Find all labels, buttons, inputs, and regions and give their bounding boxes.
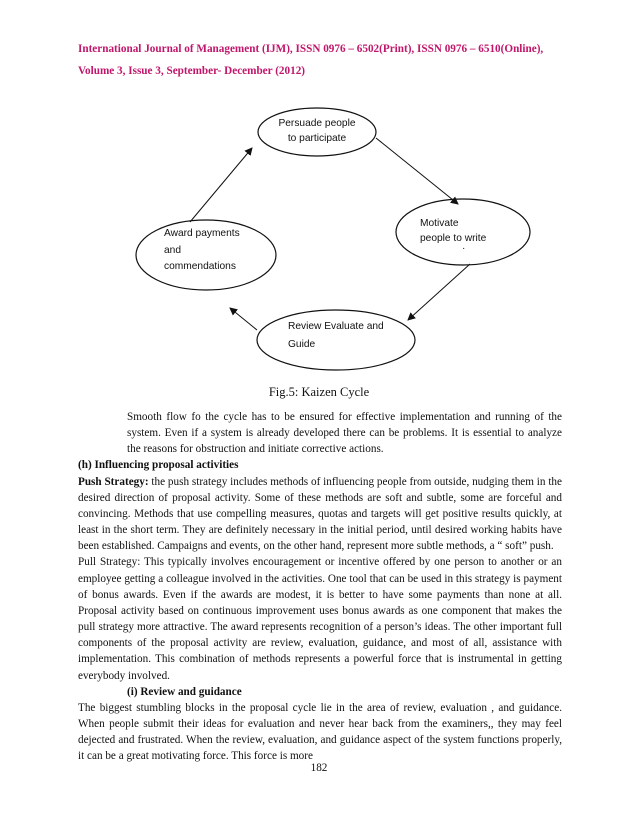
node-right-label xyxy=(420,217,520,252)
push-strategy-paragraph xyxy=(78,474,562,555)
article-body xyxy=(78,409,562,764)
node-right-dot: · xyxy=(462,243,466,254)
node-top-line2: to participate xyxy=(287,132,347,144)
node-bottom-line2: Guide xyxy=(288,338,316,350)
arrow-bottom-to-left xyxy=(230,308,257,330)
node-left-line2: and xyxy=(164,244,181,256)
figure-caption: Fig.5: Kaizen Cycle xyxy=(268,385,370,399)
intro-paragraph: Smooth flow fo the cycle has to be ensured for effective implementation and running of the system. Even if a system is already developed there can be problems. It is essential to analyze the reasons for obstruction and initiate corrective actions. xyxy=(127,411,562,456)
journal-header-line1: International Journal of Management (IJM), ISSN 0976 – 6502(Print), ISSN 0976 – 6510(Online), xyxy=(78,43,544,55)
arrow-top-to-right xyxy=(376,138,458,204)
node-right-line2: people to write xyxy=(420,232,487,244)
push-strategy-lead: Push Strategy: xyxy=(78,475,149,488)
node-top-label xyxy=(276,117,358,146)
node-top-line1: Persuade people xyxy=(278,118,356,129)
page-number: 182 xyxy=(310,762,328,774)
journal-header-line2: Volume 3, Issue 3, September- December (2012) xyxy=(78,65,306,77)
node-left-line1: Award payments xyxy=(164,228,240,239)
section-i-heading: (i) Review and guidance xyxy=(127,685,242,698)
node-left-line3: commendations xyxy=(164,261,236,272)
node-left-label xyxy=(164,226,264,276)
section-h-heading: (h) Influencing proposal activities xyxy=(78,459,239,472)
node-bottom-label xyxy=(288,320,398,352)
arrow-left-to-top xyxy=(190,148,252,222)
node-right-line1: Motivate xyxy=(420,218,459,229)
review-paragraph: The biggest stumbling blocks in the proposal cycle lie in the area of review, evaluation , and guidance. When people submit their ideas for evaluation and never hear back from the examiners,, they may feel dejected and frustrated. When the review, evaluation, and guidance aspect of the system functions properly, it can be a great motivating force. This force is more xyxy=(78,701,562,763)
node-bottom-line1: Review Evaluate and xyxy=(288,321,384,332)
pull-strategy-paragraph: Pull Strategy: This typically involves encouragement or incentive offered by one person to another or an employee getting a colleague involved in the activities. One tool that can be used in this strategy is payment of bonus awards. Even if the awards are modest, it is better to have some payments than none at all. Proposal activity based on continuous improvement uses bonus awards as one component that makes the pull strategy more attractive. The award represents recognition of a person’s ideas. The other important full components of the proposal activity are review, evaluation, guidance, and most of all, assistance with implementation. This combination of methods represents a powerful force that is instrumental in getting everybody involved. xyxy=(78,556,562,682)
arrow-right-to-bottom xyxy=(408,264,470,320)
push-strategy-text: the push strategy includes methods of influencing people from outside, nudging them in the desired direction of proposal activity. Some of these methods are soft and subtle, some are forceful and convincing. Methods that use compelling measures, quotas and targets will get positive results quickly, at least in the short term. They are definitely necessary in the initial period, until desired working habits have been established. Campaigns and events, on the other hand, represent more subtle methods, a “ soft” push. xyxy=(78,475,562,553)
